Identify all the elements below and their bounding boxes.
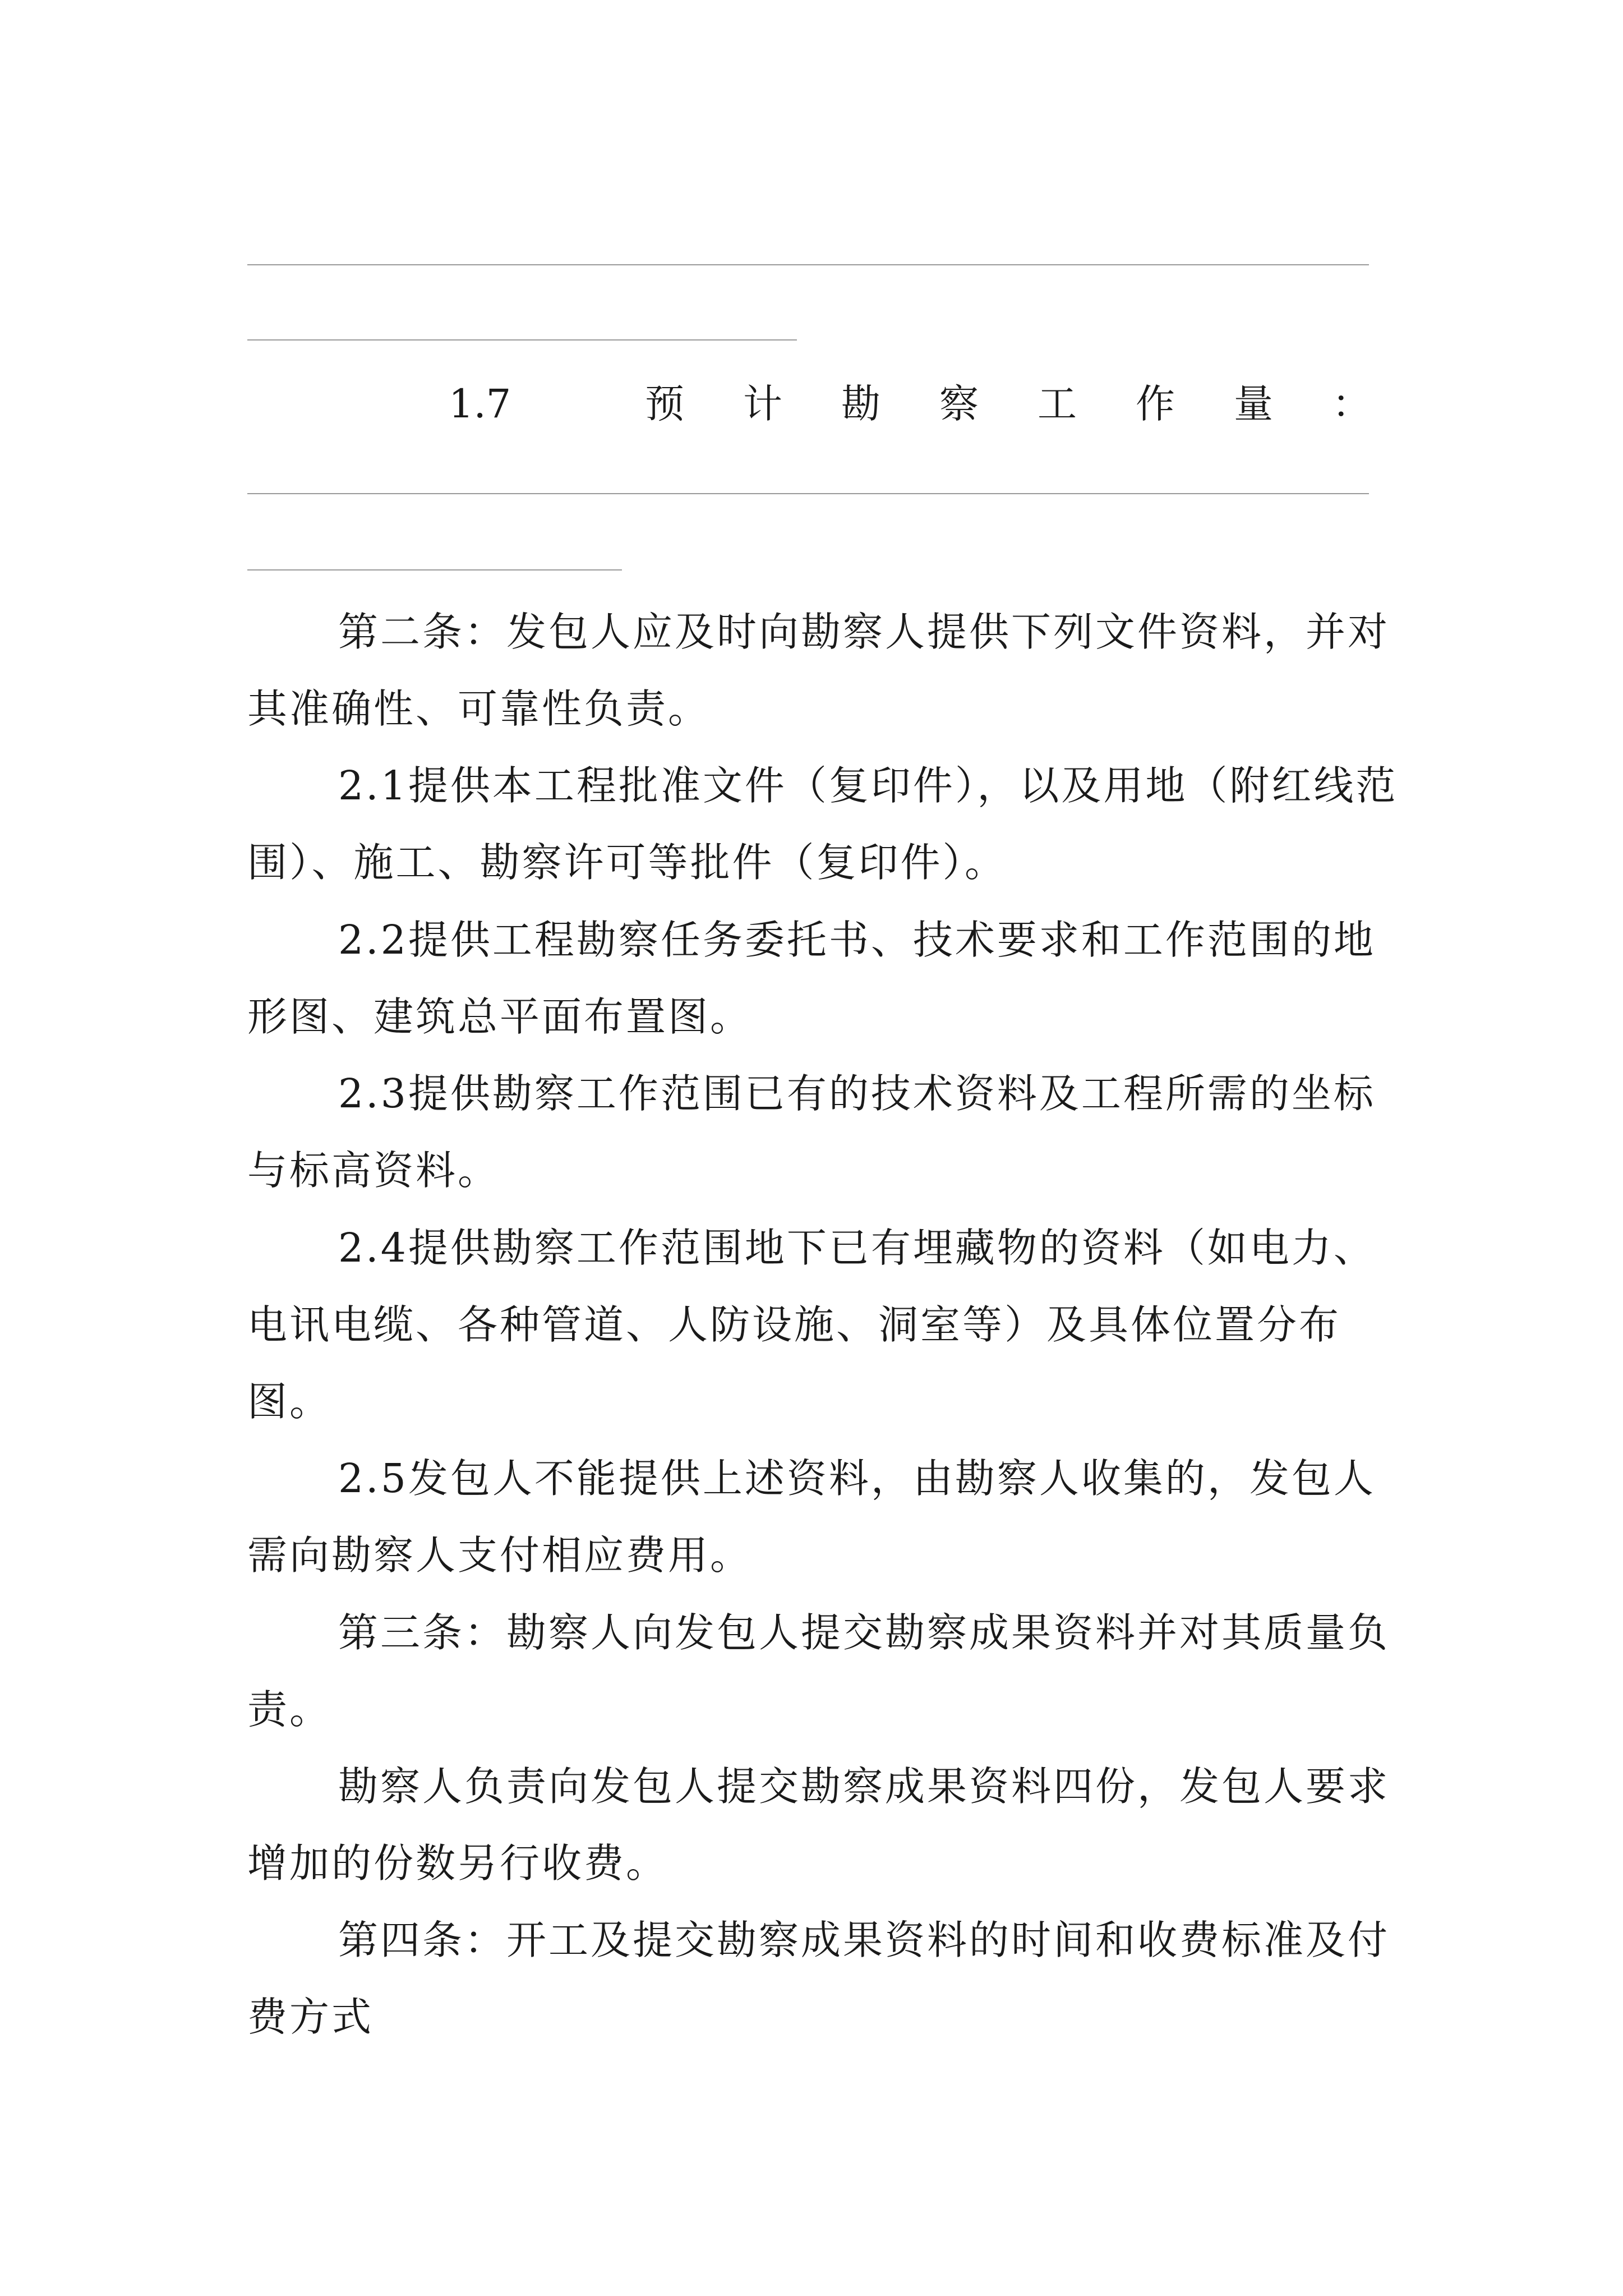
fill-in-line [247,264,1369,265]
clause-paragraph: 2.3提供勘察工作范围已有的技术资料及工程所需的坐标与标高资料。 [247,1070,1376,1194]
section-title: 预计勘察工作量： [645,381,1430,427]
fill-in-line [247,493,1369,494]
section-heading [449,373,1430,435]
clause-paragraph: 2.5发包人不能提供上述资料，由勘察人收集的，发包人需向勘察人支付相应费用。 [247,1455,1376,1579]
clause-paragraph: 2.4提供勘察工作范围地下已有埋藏物的资料（如电力、电讯电缆、各种管道、人防设施、洞室等）及具体位置分布图。 [247,1225,1376,1425]
clause-paragraph: 2.1提供本工程批准文件（复印件），以及用地（附红线范围）、施工、勘察许可等批件（复印件）。 [247,762,1398,886]
clause-paragraph: 第三条：勘察人向发包人提交勘察成果资料并对其质量负责。 [247,1609,1390,1733]
clause-paragraph: 2.2提供工程勘察任务委托书、技术要求和工作范围的地形图、建筑总平面布置图。 [247,917,1376,1040]
clause-paragraph: 勘察人负责向发包人提交勘察成果资料四份，发包人要求增加的份数另行收费。 [247,1763,1390,1887]
clause-paragraph: 第二条：发包人应及时向勘察人提供下列文件资料，并对其准确性、可靠性负责。 [247,609,1390,732]
fill-in-line [247,339,797,341]
section-number: 1.7 [449,381,511,427]
clause-paragraph: 第四条：开工及提交勘察成果资料的时间和收费标准及付费方式 [247,1917,1390,2040]
fill-in-line [247,569,622,570]
